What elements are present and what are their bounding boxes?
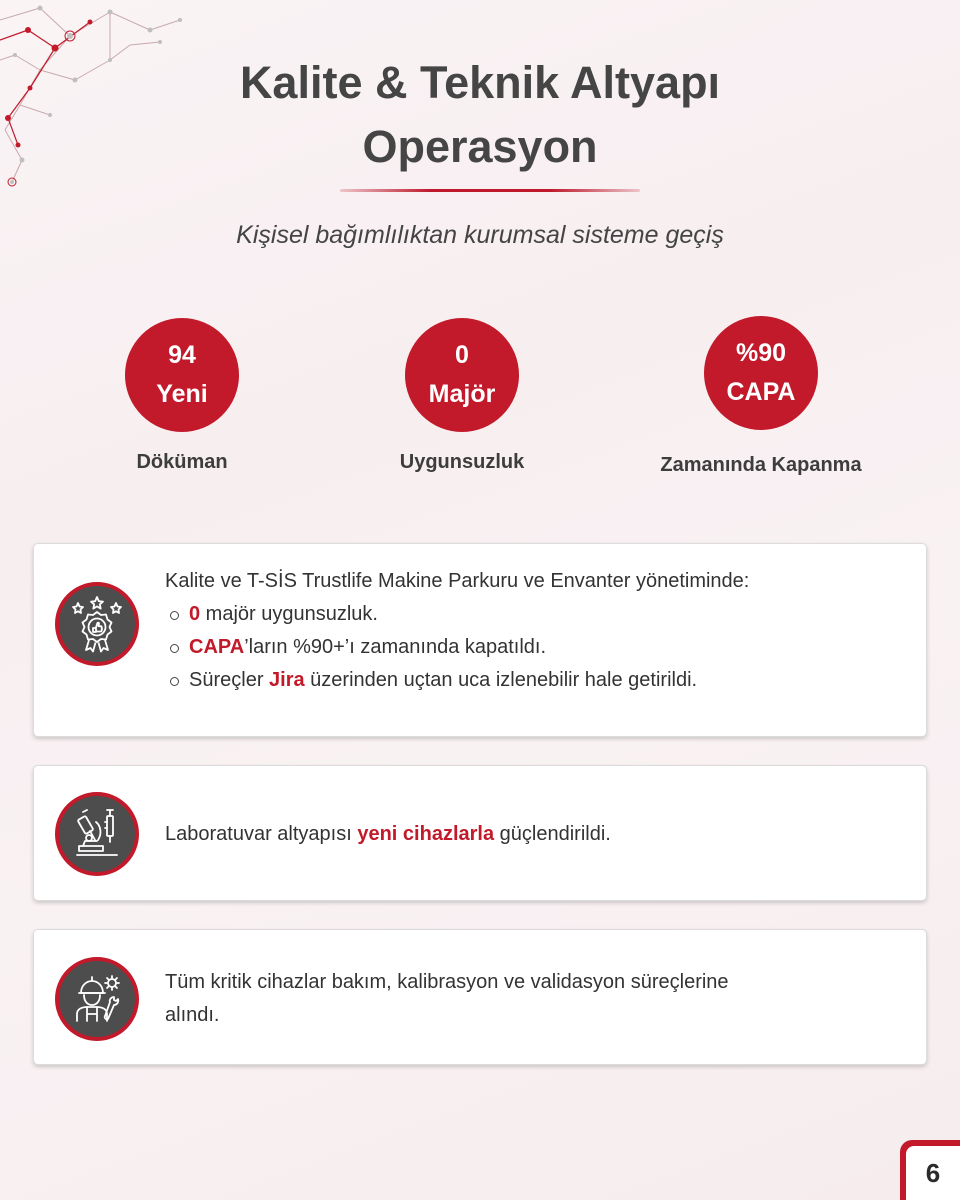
lab-text-end: güçlendirildi. — [494, 823, 611, 845]
maintenance-text-line2: alındı. — [165, 1004, 220, 1026]
stat-value: 0 — [455, 341, 469, 370]
page-number: 6 — [906, 1146, 960, 1200]
technician-wrench-icon — [55, 957, 139, 1041]
highlight-text: CAPA — [189, 636, 245, 658]
page-number-badge — [900, 1140, 960, 1200]
list-item — [165, 598, 905, 631]
quality-card-intro: Kalite ve T-SİS Trustlife Makine Parkuru ve Envanter yönetiminde: — [165, 570, 750, 592]
list-item — [165, 631, 905, 664]
lab-text: Laboratuvar altyapısı — [165, 823, 358, 845]
stat-unit: Majör — [428, 380, 496, 408]
stat-unit: CAPA — [726, 378, 796, 406]
bullet-text: Süreçler — [189, 669, 270, 691]
award-badge-icon — [55, 582, 139, 666]
lab-card — [33, 765, 927, 901]
stat-circle-documents — [125, 318, 239, 432]
stat-circle-nonconformity — [405, 318, 519, 432]
bullet-text: üzerinden uçtan uca izlenebilir hale getirildi. — [304, 669, 698, 691]
quality-bullet-list — [165, 598, 905, 697]
stat-value: %90 — [735, 339, 787, 368]
highlight-text: 0 — [189, 603, 201, 625]
list-item — [165, 664, 905, 697]
quality-card-text — [165, 565, 905, 697]
page-title-line2: Operasyon — [362, 121, 598, 172]
stat-label-capa: Zamanında Kapanma — [660, 454, 862, 476]
bullet-text: ’ların %90+’ı zamanında kapatıldı. — [244, 636, 547, 658]
highlight-text: yeni cihazlarla — [357, 823, 495, 845]
highlight-text: Jira — [269, 669, 305, 691]
stat-circle-capa — [704, 316, 818, 430]
title-underline — [340, 189, 640, 192]
microscope-icon — [55, 792, 139, 876]
bullet-text: majör uygunsuzluk. — [200, 603, 378, 625]
stat-label-documents: Döküman — [136, 451, 228, 473]
quality-card — [33, 543, 927, 737]
stat-value: 94 — [168, 341, 196, 370]
maintenance-card — [33, 929, 927, 1065]
lab-card-text — [165, 818, 905, 851]
stat-label-nonconformity: Uygunsuzluk — [399, 451, 525, 473]
stat-unit: Yeni — [156, 380, 208, 408]
maintenance-text-line1: Tüm kritik cihazlar bakım, kalibrasyon ve validasyon süreçlerine — [165, 971, 729, 993]
page-title: Kalite & Teknik Altyapı — [239, 57, 721, 108]
maintenance-card-text — [165, 966, 905, 1032]
page-subtitle: Kişisel bağımlılıktan kurumsal sisteme geçiş — [236, 221, 724, 249]
